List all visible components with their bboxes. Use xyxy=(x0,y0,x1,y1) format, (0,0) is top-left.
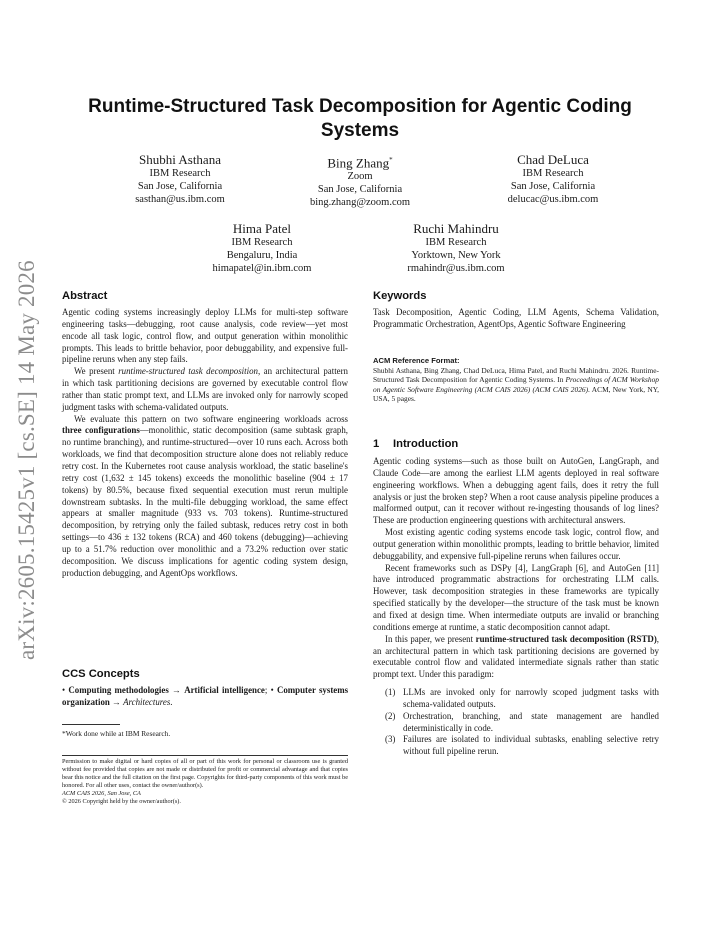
abstract-paragraph: We evaluate this pattern on two software engineering workloads across three configurations—monolithic, static decomposition (same subtask graph, no runtime branching), and runtime-structured—over 10 runs each. Across both workloads, we find that decomposition structure alone does not reliably reduce retry cost. In the Kubernetes root cause analysis workload, the static baseline's retry cost (1,632 ± 145 tokens) exceeds the monolithic baseline (904 ± 17 tokens) by 80.5%, because fixed sequential execution must rerun multiple downstream subtasks. In the multi-file debugging workload, the same effect appears at smaller magnitude (933 vs. 703 tokens). Runtime-structured decomposition, by retrying only the failed subtask, reduces retry cost in both settings—to 436 ± 132 tokens (RCA) and 460 tokens (debugging)—achieving up to a 51.7% reduction over monolithic and a 73.2% reduction over static decomposition. We discuss implications for agentic coding system design, production debugging, and AgentOps workflows. xyxy=(62,413,349,578)
author-block xyxy=(270,152,450,210)
permission-text: Permission to make digital or hard copies of all or part of this work for personal or classroom use is granted without fee provided that copies are not made or distributed for profit or commercial advantage and that copies bear this notice and the full citation on the first page. Copyrights for third-party components of this work must be honored. For all other uses, contact the owner/author(s). xyxy=(62,758,348,790)
author-email: delucac@us.ibm.com xyxy=(507,193,599,205)
footnote-rule xyxy=(62,724,120,725)
author-affiliation: IBM Research xyxy=(231,237,293,248)
abstract-paragraph: We present runtime-structured task decomposition, an architectural pattern in which task partitioning decisions are governed by executable control flow rather than static prompt text, and LLMs are invoked only for narrowly scoped judgment tasks with schema-validated outputs. xyxy=(62,366,348,412)
acm-reference-heading: ACM Reference Format: xyxy=(373,356,460,365)
list-item: (2) Orchestration, branching, and state management are handled deterministically in code. xyxy=(385,710,659,733)
author-block xyxy=(90,152,270,206)
keywords-text: Task Decomposition, Agentic Coding, LLM Agents, Schema Validation, Programmatic Orchestration, AgentOps, Agentic Software Engineering xyxy=(373,307,659,329)
author-name: Hima Patel xyxy=(232,221,292,236)
author-block xyxy=(172,221,352,275)
author-location: Yorktown, New York xyxy=(411,249,501,261)
abstract-paragraph: Agentic coding systems increasingly deploy LLMs for multi-step software engineering tasks—debugging, root cause analysis, code review—yet most encode all task logic, control flow, and output generation within monolithic prompts. This leads to brittle behavior, poor debuggability, and expensive full-pipeline reruns when any step fails. xyxy=(62,307,348,365)
intro-paragraph: Recent frameworks such as DSPy [4], LangGraph [6], and AutoGen [11] have introduced programmatic abstractions for orchestrating LLM calls. However, task decomposition strategies in these frameworks are typically specified statically by the developer—the structure of the task must be known and fixed at design time. When intermediate outputs are invalid or branching conditions emerge at runtime, a static decomposition cannot adapt. xyxy=(373,562,659,632)
author-email: sasthan@us.ibm.com xyxy=(135,193,225,205)
acm-reference-text: Shubhi Asthana, Bing Zhang, Chad DeLuca, Hima Patel, and Ruchi Mahindru. 2026. Runtime-Structured Task Decomposition for Agentic Coding Systems. In Proceedings of ACM Workshop on Agentic Software Engineering (ACM CAIS 2026) (ACM CAIS 2026). ACM, New York, NY, USA, 5 pages. xyxy=(373,365,659,404)
ccs-heading: CCS Concepts xyxy=(62,668,140,680)
paper-title: Runtime-Structured Task Decomposition for Agentic Coding Systems xyxy=(88,96,632,141)
author-name: Bing Zhang xyxy=(327,155,390,171)
list-item: (3) Failures are isolated to individual subtasks, enabling selective retry without full pipeline rerun. xyxy=(385,734,659,757)
footnote: *Work done while at IBM Research. xyxy=(62,729,171,738)
author-affiliation: IBM Research xyxy=(425,237,487,248)
author-location: San Jose, California xyxy=(137,180,223,192)
arxiv-identifier: arXiv:2605.15425v1 [cs.SE] 14 May 2026 xyxy=(14,260,39,660)
intro-paragraph: Agentic coding systems—such as those built on AutoGen, LangGraph, and Claude Code—are among the earliest LLM agents deployed in real software engineering workflows. When a debugging agent fails, does it retry the full analysis or just the broken step? When a root cause analysis pipeline produces a malformed output, can it recover without re-ingesting thousands of log lines? These are production engineering questions with architectural answers. xyxy=(373,456,659,526)
contribution-list xyxy=(373,687,659,758)
keywords-heading: Keywords xyxy=(373,290,427,302)
author-affiliation: IBM Research xyxy=(149,168,211,179)
author-email: himapatel@in.ibm.com xyxy=(212,262,312,274)
introduction-heading: 1 Introduction xyxy=(373,438,459,450)
author-location: San Jose, California xyxy=(317,184,403,196)
intro-paragraph: In this paper, we present runtime-structured task decomposition (RSTD), an architectural pattern in which task partitioning decisions are governed by executable control flow and validated intermediate signals rather than static prompt text. Under this paradigm: xyxy=(373,633,659,680)
venue-text: ACM CAIS 2026, San Jose, CA xyxy=(62,790,141,798)
author-email: rmahindr@us.ibm.com xyxy=(407,262,505,274)
author-name: Ruchi Mahindru xyxy=(413,221,499,236)
keywords-section xyxy=(373,289,659,331)
author-name: Chad DeLuca xyxy=(517,152,589,167)
abstract-section xyxy=(62,289,348,579)
permission-rule xyxy=(62,755,348,756)
acm-reference-section xyxy=(373,356,659,404)
author-block xyxy=(463,152,643,206)
author-footnote-mark: * xyxy=(389,156,393,164)
ccs-section xyxy=(62,667,348,709)
author-affiliation: Zoom xyxy=(347,171,373,183)
permission-block xyxy=(62,758,348,807)
introduction-section xyxy=(373,437,659,758)
author-location: Bengaluru, India xyxy=(226,249,298,261)
intro-paragraph: Most existing agentic coding systems encode task logic, control flow, and output generation within monolithic prompts, leading to brittle behavior, limited debuggability, and expensive full-pipeline reruns when failures occur. xyxy=(373,527,659,561)
author-block xyxy=(366,221,546,275)
author-location: San Jose, California xyxy=(510,180,596,192)
list-item: (1) LLMs are invoked only for narrowly scoped judgment tasks with schema-validated outputs. xyxy=(385,687,659,709)
author-name: Shubhi Asthana xyxy=(139,152,221,167)
ccs-concepts-text: • Computing methodologies → Artificial intelligence; • Computer systems organization → Architectures. xyxy=(62,685,349,707)
author-affiliation: IBM Research xyxy=(522,168,584,179)
abstract-heading: Abstract xyxy=(62,290,108,302)
author-email: bing.zhang@zoom.com xyxy=(309,196,411,208)
copyright-text: © 2026 Copyright held by the owner/author(s). xyxy=(62,798,181,806)
